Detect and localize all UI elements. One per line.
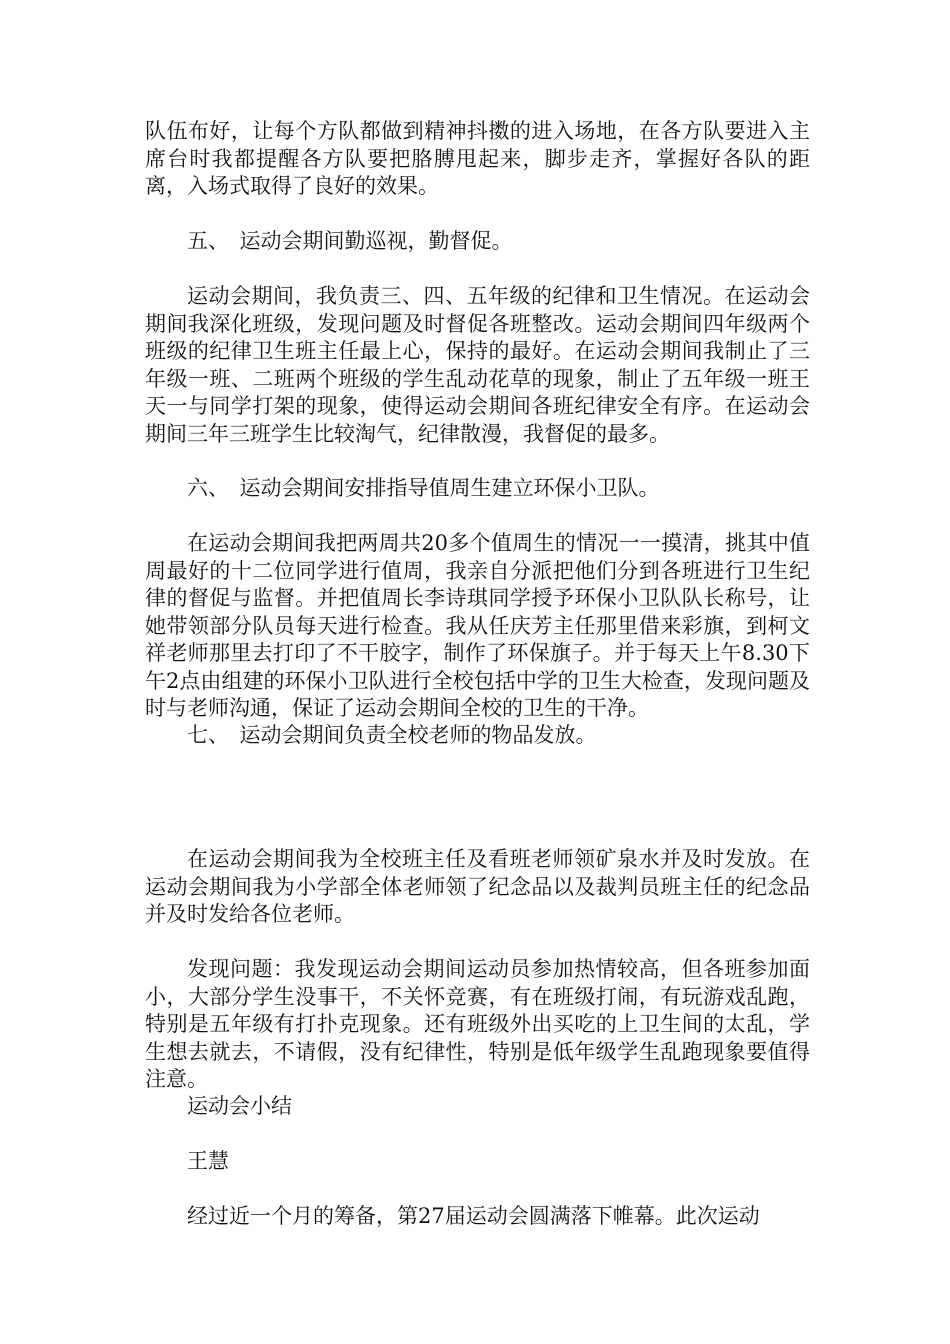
continued-paragraph: 队伍布好，让每个方队都做到精神抖擞的进入场地，在各方队要进入主席台时我都提醒各方队要把胳膊甩起来，脚步走齐，掌握好各队的距离，入场式取得了良好的效果。	[145, 119, 810, 198]
section-heading-7: 七、 运动会期间负责全校老师的物品发放。	[187, 723, 597, 747]
section-heading-6: 六、 运动会期间安排指导值周生建立环保小卫队。	[187, 476, 660, 500]
section-paragraph-7: 在运动会期间我为全校班主任及看班老师领矿泉水并及时发放。在运动会期间我为小学部全体老师领了纪念品以及裁判员班主任的纪念品并及时发给各位老师。	[145, 847, 810, 926]
author-name: 王慧	[187, 1149, 229, 1173]
section-paragraph-6: 在运动会期间我把两周共20多个值周生的情况一一摸清，挑其中值周最好的十二位同学进行值周，我亲自分派把他们分到各班进行卫生纪律的督促与监督。并把值周长李诗琪同学授予环保小卫队队长称号，让她带领部分队员每天进行检查。我从任庆芳主任那里借来彩旗，到柯文祥老师那里去打印了不干胶字，制作了环保旗子。并于每天上午8.30下午2点由组建的环保小卫队进行全校包括中学的卫生大检查，发现问题及时与老师沟通，保证了运动会期间全校的卫生的干净。	[145, 531, 810, 720]
section-heading-5: 五、 运动会期间勤巡视，勤督促。	[187, 229, 513, 253]
summary-title: 运动会小结	[187, 1094, 292, 1118]
summary-paragraph-start: 经过近一个月的筹备，第27届运动会圆满落下帷幕。此次运动	[187, 1204, 760, 1228]
problems-paragraph: 发现问题：我发现运动会期间运动员参加热情较高，但各班参加面小，大部分学生没事干，不关怀竞赛，有在班级打闹，有玩游戏乱跑，特别是五年级有打扑克现象。还有班级外出买吃的上卫生间的太乱，学生想去就去，不请假，没有纪律性，特别是低年级学生乱跑现象要值得注意。	[145, 957, 810, 1091]
section-paragraph-5: 运动会期间，我负责三、四、五年级的纪律和卫生情况。在运动会期间我深化班级，发现问题及时督促各班整改。运动会期间四年级两个班级的纪律卫生班主任最上心，保持的最好。在运动会期间我制止了三年级一班、二班两个班级的学生乱动花草的现象，制止了五年级一班王天一与同学打架的现象，使得运动会期间各班纪律安全有序。在运动会期间三年三班学生比较淘气，纪律散漫，我督促的最多。	[145, 284, 810, 446]
